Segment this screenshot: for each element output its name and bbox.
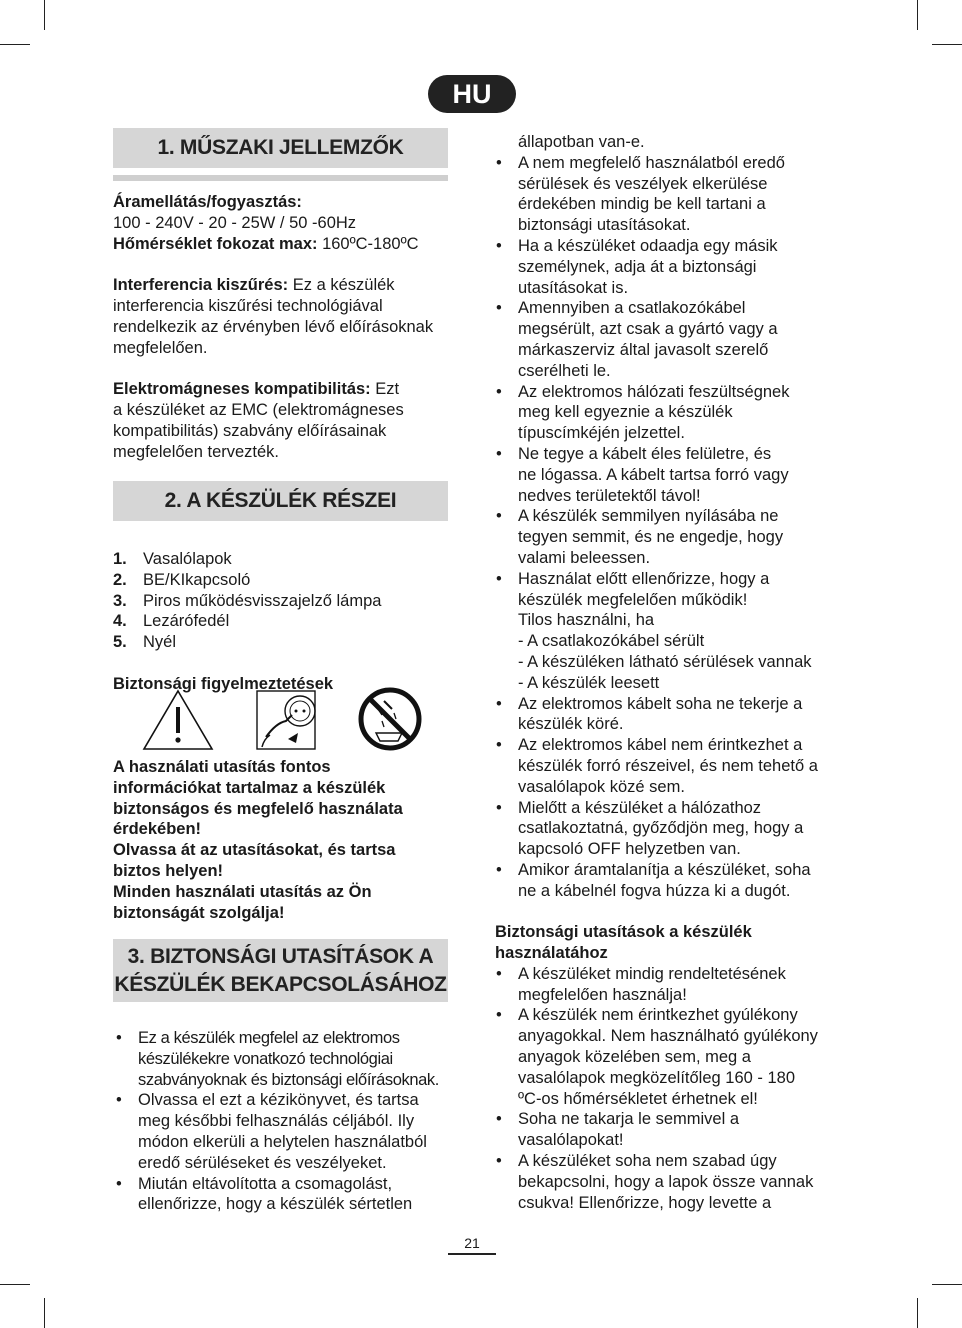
list-item: • Használat előtt ellenőrizze, hogy a készülék megfelelően működik! Tilos használni, ha - A csatlakozókábel sérült - A készüléken látható sérülések vannak - A készülék leesett <box>496 569 812 692</box>
section-divider <box>113 175 448 181</box>
list-item: • Miután eltávolította a csomagolást, ellenőrizze, hogy a készülék sértetlen <box>116 1174 413 1214</box>
temp-value: 160ºC-180ºC <box>317 234 419 253</box>
list-item: 1. Vasalólapok <box>113 550 232 568</box>
list-item: • Amennyiben a csatlakozókábel megsérült, azt csak a gyártó vagy a márkaszerviz által javasolt szerelő cserélheti le. <box>496 299 778 380</box>
crop-mark <box>917 0 918 30</box>
crop-mark <box>0 44 30 45</box>
list-item: • Az elektromos kábelt soha ne tekerje a készülék köré. <box>496 694 803 734</box>
specs-block: Áramellátás/fogyasztás: 100 - 240V - 20 - 25W / 50 -60Hz Hőmérséklet fokozat max: 160ºC-180ºC Interferencia kiszűrés: Ez a készülék interferencia kiszűrési technológiával rendelkezik az érvényben lévő előírásoknak megfelelően. Elektromágneses kompatibilitás: Ezt a készüléket az EMC (elektromágneses kompatibilitás) szabvány előírásainak megfelelően tervezték. <box>113 192 458 462</box>
list-item: • A nem megfelelő használatból eredő sérülések és veszélyek elkerülése érdekében mindig be kell tartani a biztonsági utasításokat. <box>496 153 785 235</box>
unplug-icon <box>257 691 315 749</box>
list-item: • Ha a készüléket odaadja egy másik személynek, adja át a biztonsági utasításokat is. <box>496 236 778 297</box>
left-bullet-list <box>115 1028 455 1215</box>
parts-list <box>113 549 453 653</box>
no-water-icon <box>361 690 419 748</box>
right-bullet-list <box>495 132 845 1213</box>
list-item: 4. Lezárófedél <box>113 612 230 631</box>
crop-mark <box>0 1284 30 1285</box>
power-label: Áramellátás/fogyasztás: <box>113 193 302 211</box>
list-item: • A készülék semmilyen nyílásába ne tegyen semmit, és ne engedje, hogy valami beleessen. <box>496 507 784 567</box>
list-item: • A készülék nem érintkezhet gyúlékony anyagokkal. Nem használható gyúlékony anyagok közelében sem, meg a vasalólapok megközelítőleg 160 - 180 ºC-os hőmérsékletet érhetnek el! <box>496 1006 818 1108</box>
language-badge: HU <box>428 75 516 113</box>
section-3-heading: 3. BIZTONSÁGI UTASÍTÁSOK A KÉSZÜLÉK BEKAPCSOLÁSÁHOZ <box>113 939 448 1002</box>
crop-mark <box>44 1298 45 1328</box>
list-item: • Olvassa el ezt a kézikönyvet, és tartsa meg későbbi felhasználás céljából. Ily módon elkerüli a helytelen használatból eredő sérüléseket és veszélyeket. <box>116 1091 427 1172</box>
list-item: • Soha ne takarja le semmivel a vasalólapokat! <box>496 1110 740 1150</box>
crop-mark <box>44 0 45 30</box>
list-item: • Ne tegye a kábelt éles felületre, és ne lógassa. A kábelt tartsa forró vagy nedves területektől távol! <box>496 444 789 505</box>
crop-mark <box>917 1298 918 1328</box>
warning-triangle-icon <box>144 691 212 749</box>
warnings-bold-text: A használati utasítás fontos információkat tartalmaz a készülék biztonságos és megfelelő használata érdekében! Olvassa át az utasításokat, és tartsa biztos helyen! Minden használati utasítás az Ön biztonságát szolgálja! <box>113 758 403 922</box>
crop-mark <box>932 1284 962 1285</box>
list-item: • Amikor áramtalanítja a készüléket, soha ne a kábelnél fogva húzza ki a dugót. <box>496 860 811 900</box>
page-number: 21 <box>464 1235 480 1251</box>
section-1-heading: 1. MŰSZAKI JELLEMZŐK <box>113 128 448 168</box>
page-number-underline <box>448 1253 496 1255</box>
emc-label: Elektromágneses kompatibilitás: <box>113 380 371 399</box>
list-item: 3. Piros működésvisszajelző lámpa <box>113 591 382 610</box>
list-item: 2. BE/KIkapcsoló <box>113 570 251 589</box>
list-item: • A készüléket mindig rendeltetésének megfelelően használja! <box>496 964 786 1004</box>
list-item-continuation: állapotban van-e. <box>518 133 645 151</box>
safety-icons <box>140 687 430 753</box>
list-item: 5. Nyél <box>113 633 177 652</box>
temp-label: Hőmérséklet fokozat max: <box>113 234 318 253</box>
list-item: • Az elektromos hálózati feszültségnek meg kell egyeznie a készülék típuscímkéjén jelzettel. <box>496 382 790 443</box>
warnings-heading: Biztonsági figyelmeztetések <box>113 675 334 693</box>
section-2-heading: 2. A KÉSZÜLÉK RÉSZEI <box>113 481 448 521</box>
list-item: • Ez a készülék megfelel az elektromos készülékekre vonatkozó technológiai szabványoknak és biztonsági előírásoknak. <box>116 1029 439 1089</box>
usage-heading: Biztonsági utasítások a készülék használatához <box>495 923 752 963</box>
interference-label: Interferencia kiszűrés: <box>113 276 289 295</box>
crop-mark <box>932 44 962 45</box>
list-item: • A készüléket soha nem szabad úgy bekapcsolni, hogy a lapok össze vannak csukva! Ellenőrizze, hogy levette a <box>496 1152 814 1212</box>
list-item: • Az elektromos kábel nem érintkezhet a készülék forró részeivel, és nem tehető a vasalólapok közé sem. <box>496 736 818 796</box>
power-value: 100 - 240V - 20 - 25W / 50 -60Hz <box>113 213 357 232</box>
list-item: • Mielőtt a készüléket a hálózathoz csatlakoztatná, győződjön meg, hogy a kapcsoló OFF helyzetben van. <box>496 798 804 859</box>
